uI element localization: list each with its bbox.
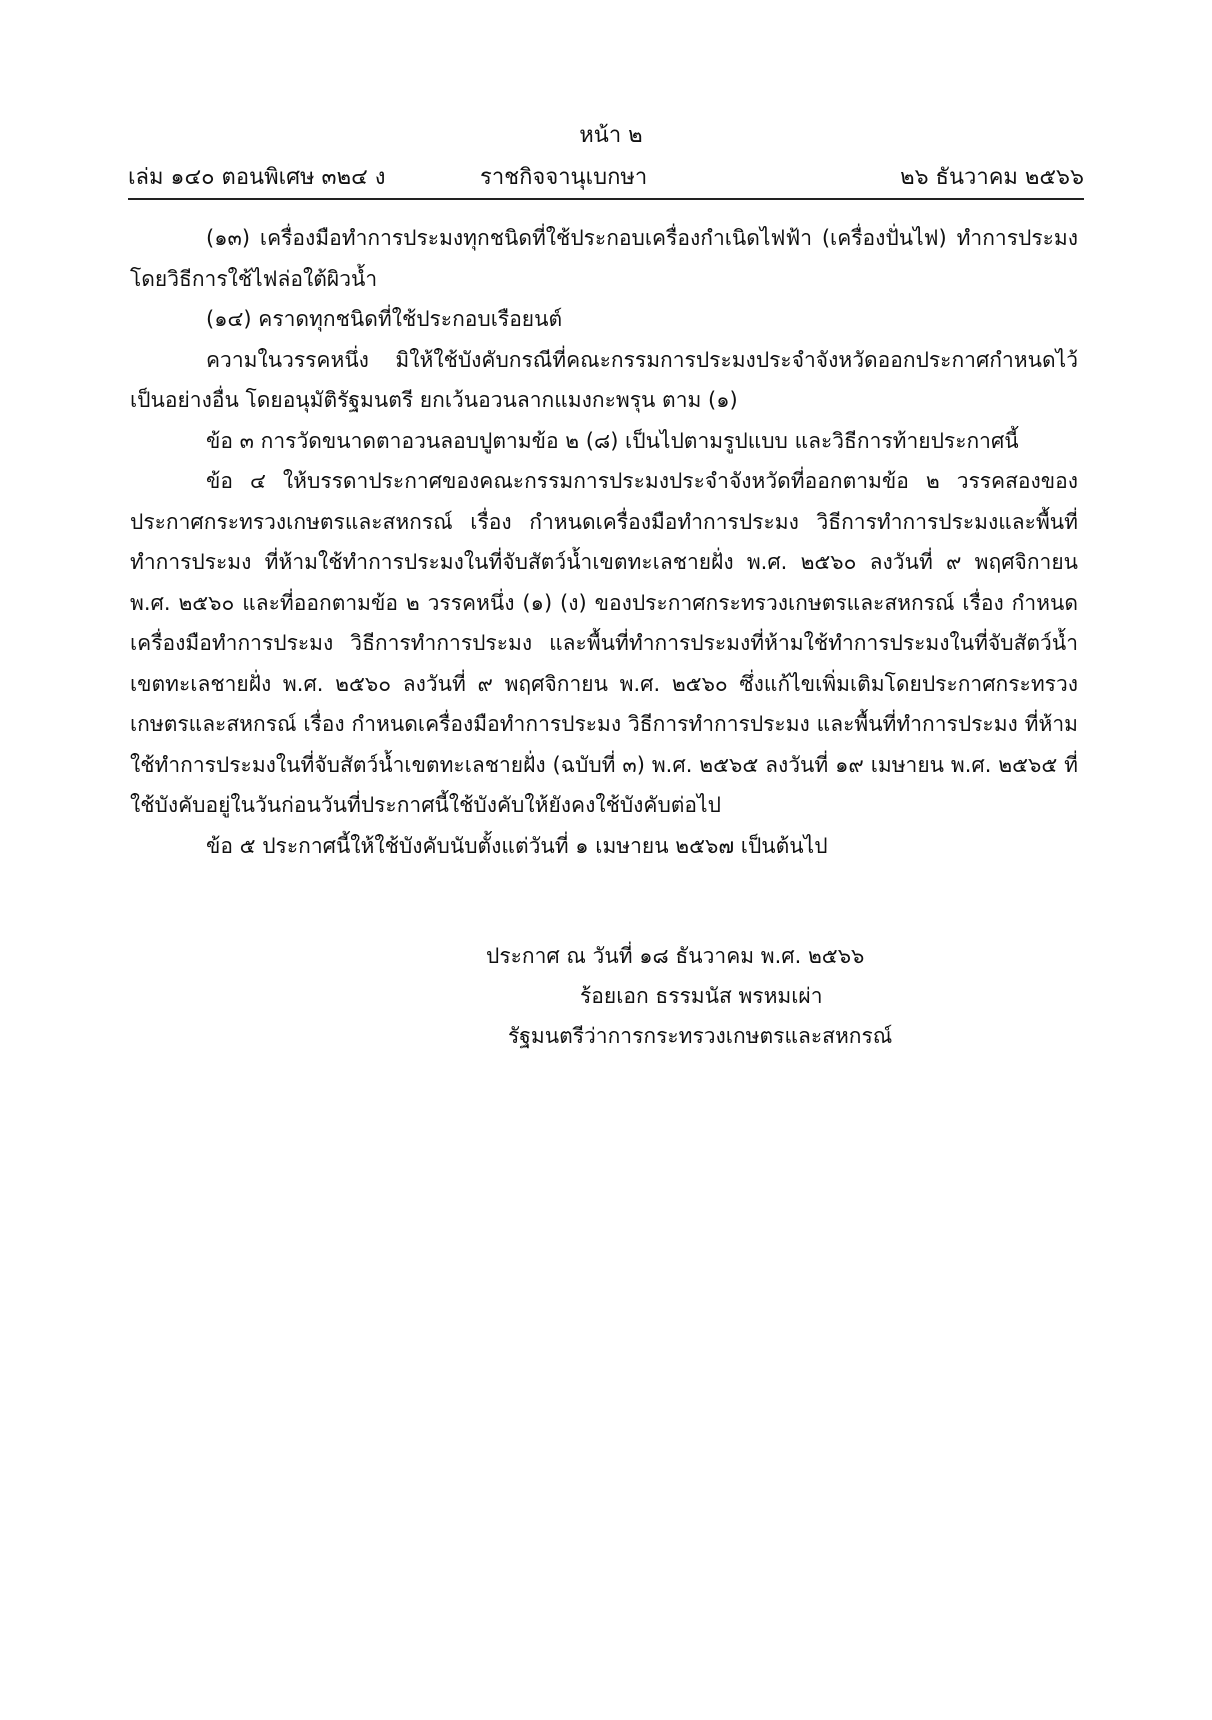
header-divider [128,198,1084,200]
paragraph-clause-3: ข้อ ๓ การวัดขนาดตาอวนลอบปูตามข้อ ๒ (๘) เป็นไปตามรูปแบบ และวิธีการท้ายประกาศนี้ [206,428,1019,453]
paragraph-item-14: (๑๔) คราดทุกชนิดที่ใช้ประกอบเรือยนต์ [206,307,563,331]
page-number: หน้า ๒ [579,123,643,148]
paragraph-clause-4: ข้อ ๔ ให้บรรดาประกาศของคณะกรรมการประมงประจำจังหวัดที่ออกตามข้อ ๒ วรรคสองของประกาศกระทรวงเกษตรและสหกรณ์ เรื่อง กำหนดเครื่องมือทำการประมง วิธีการทำการประมงและพื้นที่ทำการประมง ที่ห้ามใช้ทำการประมงในที่จับสัตว์น้ำเขตทะเลชายฝั่ง พ.ศ. ๒๕๖๐ ลงวันที่ ๙ พฤศจิกายน พ.ศ. ๒๕๖๐ และที่ออกตามข้อ ๒ วรรคหนึ่ง (๑) (ง) ของประกาศกระทรวงเกษตรและสหกรณ์ เรื่อง กำหนดเครื่องมือทำการประมง วิธีการทำการประมง และพื้นที่ทำการประมงที่ห้ามใช้ทำการประมงในที่จับสัตว์น้ำเขตทะเลชายฝั่ง พ.ศ. ๒๕๖๐ ลงวันที่ ๙ พฤศจิกายน พ.ศ. ๒๕๖๐ ซึ่งแก้ไขเพิ่มเติมโดยประกาศกระทรวงเกษตรและสหกรณ์ เรื่อง กำหนดเครื่องมือทำการประมง วิธีการทำการประมง และพื้นที่ทำการประมง ที่ห้ามใช้ทำการประมงในที่จับสัตว์น้ำเขตทะเลชายฝั่ง (ฉบับที่ ๓) พ.ศ. ๒๕๖๕ ลงวันที่ ๑๙ เมษายน พ.ศ. ๒๕๖๕ ที่ใช้บังคับอยู่ในวันก่อนวันที่ประกาศนี้ใช้บังคับให้ยังคงใช้บังคับต่อไป [130,469,1078,817]
paragraph-item-13: (๑๓) เครื่องมือทำการประมงทุกชนิดที่ใช้ประกอบเครื่องกำเนิดไฟฟ้า (เครื่องปั่นไฟ) ทำการประมงโดยวิธีการใช้ไฟล่อใต้ผิวน้ำ [130,226,1078,291]
header-date: ๒๖ ธันวาคม ๒๕๖๖ [900,165,1084,190]
paragraph-exception: ความในวรรคหนึ่ง มิให้ใช้บังคับกรณีที่คณะกรรมการประมงประจำจังหวัดออกประกาศกำหนดไว้เป็นอย่างอื่น โดยอนุมัติรัฐมนตรี ยกเว้นอวนลากแมงกะพรุน ตาม (๑) [130,347,1078,412]
document-body [130,218,1078,866]
header-volume: เล่ม ๑๔๐ ตอนพิเศษ ๓๒๔ ง [128,165,386,190]
paragraph-clause-5: ข้อ ๕ ประกาศนี้ให้ใช้บังคับนับตั้งแต่วันที่ ๑ เมษายน ๒๕๖๗ เป็นต้นไป [206,833,828,858]
gazette-header [128,160,1084,196]
signatory-title: รัฐมนตรีว่าการกระทรวงเกษตรและสหกรณ์ [508,1024,893,1048]
announcement-date: ประกาศ ณ วันที่ ๑๘ ธันวาคม พ.ศ. ๒๕๖๖ [486,944,865,968]
header-gazette-name: ราชกิจจานุเบกษา [480,165,648,190]
signatory-name: ร้อยเอก ธรรมนัส พรหมเผ่า [580,984,823,1008]
